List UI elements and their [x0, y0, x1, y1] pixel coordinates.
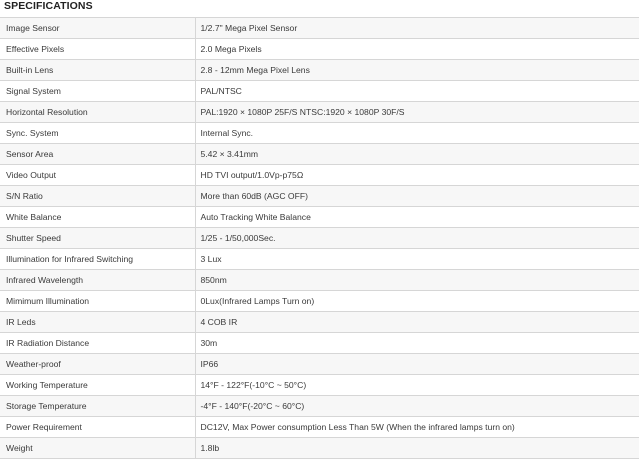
table-row — [0, 417, 639, 438]
table-row — [0, 396, 639, 417]
table-row — [0, 270, 639, 291]
spec-label: Shutter Speed — [0, 228, 195, 249]
spec-label: IR Leds — [0, 312, 195, 333]
table-row — [0, 60, 639, 81]
table-row — [0, 354, 639, 375]
table-row — [0, 39, 639, 60]
spec-value: 1.8lb — [195, 438, 639, 459]
section-heading: SPECIFICATIONS — [4, 0, 93, 12]
spec-label: Working Temperature — [0, 375, 195, 396]
spec-value: PAL:1920 × 1080P 25F/S NTSC:1920 × 1080P 30F/S — [195, 102, 639, 123]
spec-label: Image Sensor — [0, 18, 195, 39]
spec-label: Weather-proof — [0, 354, 195, 375]
spec-value: 5.42 × 3.41mm — [195, 144, 639, 165]
table-row — [0, 228, 639, 249]
spec-value: HD TVI output/1.0Vp-p75Ω — [195, 165, 639, 186]
spec-value: 2.8 - 12mm Mega Pixel Lens — [195, 60, 639, 81]
spec-label: Sensor Area — [0, 144, 195, 165]
spec-value: 14°F - 122°F(-10°C ~ 50°C) — [195, 375, 639, 396]
table-row — [0, 165, 639, 186]
spec-table — [0, 17, 639, 459]
spec-label: S/N Ratio — [0, 186, 195, 207]
spec-value: More than 60dB (AGC OFF) — [195, 186, 639, 207]
spec-label: Infrared Wavelength — [0, 270, 195, 291]
table-row — [0, 375, 639, 396]
spec-label: Mimimum Illumination — [0, 291, 195, 312]
spec-label: Built-in Lens — [0, 60, 195, 81]
table-row — [0, 249, 639, 270]
spec-value: 0Lux(Infrared Lamps Turn on) — [195, 291, 639, 312]
table-row — [0, 312, 639, 333]
spec-label: Horizontal Resolution — [0, 102, 195, 123]
spec-value: 2.0 Mega Pixels — [195, 39, 639, 60]
spec-value: DC12V, Max Power consumption Less Than 5W (When the infrared lamps turn on) — [195, 417, 639, 438]
spec-value: 30m — [195, 333, 639, 354]
spec-value: 850nm — [195, 270, 639, 291]
table-row — [0, 333, 639, 354]
spec-label: Illumination for Infrared Switching — [0, 249, 195, 270]
table-row — [0, 81, 639, 102]
spec-value: -4°F - 140°F(-20°C ~ 60°C) — [195, 396, 639, 417]
spec-label: IR Radiation Distance — [0, 333, 195, 354]
spec-label: Storage Temperature — [0, 396, 195, 417]
table-row — [0, 102, 639, 123]
table-row — [0, 291, 639, 312]
spec-table-body — [0, 18, 639, 459]
spec-value: 1/25 - 1/50,000Sec. — [195, 228, 639, 249]
spec-value: Internal Sync. — [195, 123, 639, 144]
table-row — [0, 18, 639, 39]
spec-label: Weight — [0, 438, 195, 459]
spec-value: Auto Tracking White Balance — [195, 207, 639, 228]
spec-label: Sync. System — [0, 123, 195, 144]
spec-value: PAL/NTSC — [195, 81, 639, 102]
spec-label: White Balance — [0, 207, 195, 228]
spec-label: Signal System — [0, 81, 195, 102]
spec-value: 4 COB IR — [195, 312, 639, 333]
table-row — [0, 186, 639, 207]
spec-value: IP66 — [195, 354, 639, 375]
spec-label: Effective Pixels — [0, 39, 195, 60]
table-row — [0, 207, 639, 228]
spec-value: 3 Lux — [195, 249, 639, 270]
spec-label: Video Output — [0, 165, 195, 186]
spec-value: 1/2.7" Mega Pixel Sensor — [195, 18, 639, 39]
table-row — [0, 438, 639, 459]
spec-label: Power Requirement — [0, 417, 195, 438]
table-row — [0, 123, 639, 144]
table-row — [0, 144, 639, 165]
